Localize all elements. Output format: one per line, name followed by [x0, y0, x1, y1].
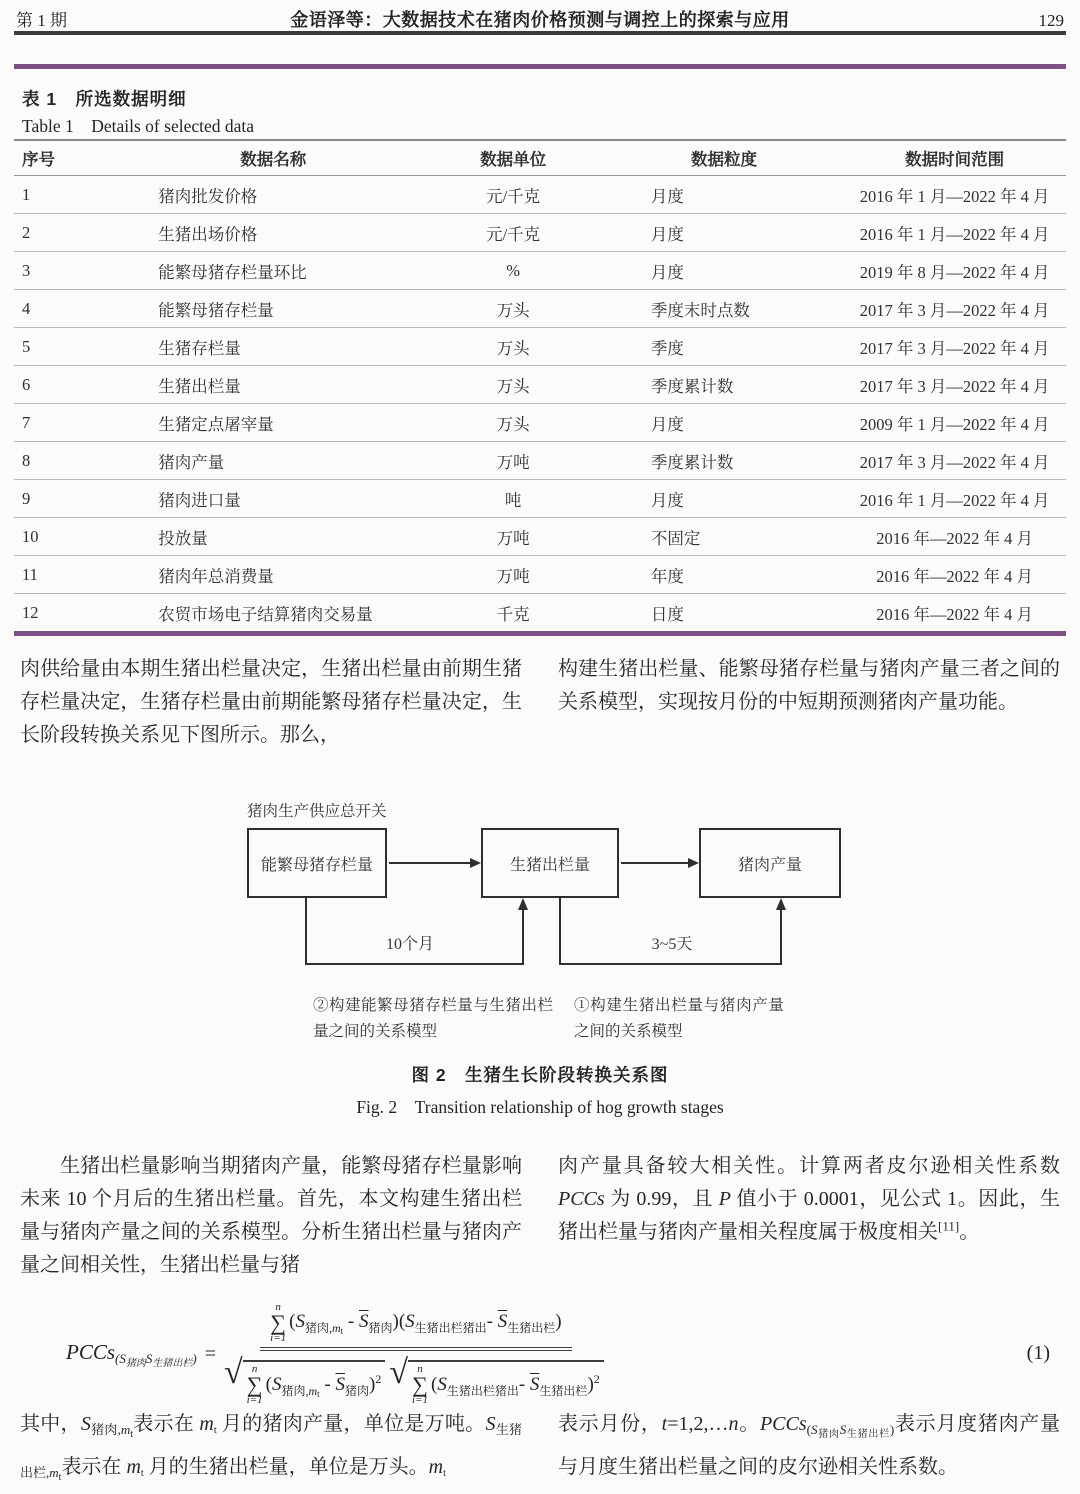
col-header-index: 序号	[14, 140, 125, 176]
mean-s	[498, 1311, 508, 1332]
header-rule	[14, 31, 1066, 35]
figure-caption-zh: 图 2 生猪生长阶段转换关系图	[411, 1065, 669, 1085]
var-t: t	[317, 1388, 320, 1399]
var-m: m	[199, 1413, 214, 1435]
var-s: S	[811, 1422, 818, 1437]
den-terms	[431, 1372, 600, 1399]
cell-range: 2016 年—2022 年 4 月	[843, 556, 1066, 594]
text-segment: 值小于 0.0001，见公式 1。因此，生猪出栏量与猪肉产量相关程度属于极度相关	[558, 1188, 1061, 1243]
sum-lower-limit: i=1	[270, 1332, 287, 1344]
numerator-terms	[289, 1311, 561, 1336]
paren: )	[369, 1373, 376, 1395]
paragraph-right-3	[558, 1408, 1060, 1484]
sub-pork: 猪肉	[368, 1320, 393, 1335]
figure-caption-en: Fig. 2 Transition relationship of hog growth stages	[356, 1097, 724, 1117]
cell-range: 2017 年 3 月—2022 年 4 月	[843, 290, 1066, 328]
citation-ref: [11]	[938, 1218, 960, 1234]
var-m: m	[126, 1456, 141, 1478]
table-title-zh: 表 1 所选数据明细	[22, 89, 187, 109]
arrowhead-up-icon	[518, 898, 528, 910]
sub-hog-output: 生猪出栏	[152, 1357, 193, 1369]
arrowhead-up-icon	[776, 898, 786, 910]
var-m: m	[331, 1320, 341, 1335]
var-t: t	[58, 1472, 62, 1483]
cell-index: 1	[14, 176, 125, 214]
cell-index: 6	[14, 366, 125, 404]
exponent-2: 2	[375, 1371, 382, 1386]
cell-index: 9	[14, 480, 125, 518]
sub-pork: 猪肉	[817, 1429, 840, 1440]
cell-unit: 元/千克	[421, 176, 605, 214]
arrow-line	[621, 862, 688, 864]
var-pccs: PCCs	[66, 1339, 116, 1364]
paren: )	[587, 1373, 594, 1395]
cell-granularity: 月度	[605, 404, 843, 442]
numerator	[260, 1302, 571, 1351]
figure-note-left: ②构建能繁母猪存栏量与生猪出栏量之间的关系模型	[313, 997, 553, 1040]
var-s: S	[80, 1413, 91, 1435]
loop-line	[522, 909, 524, 965]
text-segment: 月的猪肉产量，单位是万吨。	[216, 1413, 486, 1435]
denominator	[224, 1351, 608, 1406]
body-text	[558, 1150, 1060, 1249]
loop-left-label: 10个月	[385, 936, 434, 953]
flow-box-hog-output: 生猪出栏量	[481, 828, 619, 898]
cell-granularity: 月度	[605, 252, 843, 290]
den-terms	[266, 1372, 382, 1399]
var-t: t	[213, 1425, 217, 1436]
minus-sign: -	[324, 1373, 331, 1395]
sqrt-group	[224, 1354, 385, 1406]
var-m: m	[428, 1456, 444, 1478]
cell-name: 能繁母猪存栏量	[125, 290, 421, 328]
sub-hog-output-x: 生猪出栏猪出	[414, 1320, 487, 1335]
sigma-icon: ∑	[246, 1372, 263, 1397]
cell-range: 2019 年 8 月—2022 年 4 月	[843, 252, 1066, 290]
sub-text: 猪肉,	[281, 1383, 309, 1398]
var-m: m	[49, 1465, 59, 1480]
sqrt-body	[243, 1360, 386, 1406]
loop-right-label: 3~5天	[651, 936, 693, 953]
sigma-icon: ∑	[412, 1372, 428, 1397]
cell-index: 10	[14, 518, 125, 556]
cell-range: 2016 年—2022 年 4 月	[876, 604, 1033, 624]
col-header-unit: 数据单位	[421, 140, 605, 176]
paragraph-right-1	[558, 653, 1060, 719]
var-t: t	[661, 1413, 668, 1435]
cell-index: 5	[14, 328, 125, 366]
cell-name: 猪肉批发价格	[125, 176, 421, 214]
cell-range: 2017 年 3 月—2022 年 4 月	[843, 366, 1066, 404]
selected-data-table	[14, 139, 1066, 636]
table-row	[14, 328, 1066, 366]
sub-pork-mt	[281, 1384, 319, 1398]
cell-name: 生猪出场价格	[125, 214, 421, 252]
paren: )	[192, 1350, 197, 1366]
var-s: $\overline{S}$	[358, 1310, 369, 1332]
text-segment: 。	[959, 1221, 980, 1243]
text-segment: 月的生猪出栏量，单位是万头。	[143, 1456, 429, 1478]
loop-line	[559, 963, 782, 965]
cell-unit: 万头	[421, 328, 605, 366]
sub-hog-output: 生猪出栏	[507, 1320, 556, 1335]
table-row	[14, 518, 1066, 556]
body-text	[558, 1408, 1060, 1484]
equation-number: (1)	[1026, 1342, 1050, 1364]
var-s: S	[145, 1350, 153, 1366]
cell-granularity: 日度	[650, 604, 684, 624]
loop-line	[305, 963, 524, 965]
minus-sign: -	[347, 1310, 355, 1332]
subscript	[806, 1422, 895, 1440]
sub-text: 生猪出栏,	[20, 1422, 522, 1480]
text-segment: =1,2,…	[667, 1413, 729, 1435]
paren: (	[115, 1350, 120, 1366]
arrowhead-right-icon	[470, 858, 481, 868]
cell-name: 投放量	[125, 518, 421, 556]
paragraph-right-2	[558, 1150, 1060, 1249]
var-s: S	[271, 1373, 282, 1395]
text-segment: 肉产量具备较大相关性。计算两者皮尔逊相关性系数	[558, 1155, 1060, 1177]
text-segment: 表示在	[133, 1413, 200, 1435]
cell-unit: 千克	[496, 604, 530, 624]
sum-operator	[247, 1364, 263, 1406]
body-text	[20, 1408, 522, 1494]
cell-range: 2016 年 1 月—2022 年 4 月	[843, 214, 1066, 252]
sum-lower-limit: i=1	[246, 1394, 263, 1406]
sum-upper-limit: n	[251, 1363, 258, 1375]
cell-name: 生猪出栏量	[125, 366, 421, 404]
sub-text: 猪肉,	[304, 1320, 332, 1335]
var-s: $\overline{S}$	[497, 1310, 508, 1332]
table-row	[14, 214, 1066, 252]
sqrt-body	[408, 1360, 604, 1406]
flow-box-sow-stock: 能繁母猪存栏量	[247, 828, 387, 898]
var-s: S	[295, 1310, 305, 1332]
paren: (	[431, 1373, 438, 1395]
cell-name: 能繁母猪存栏量环比	[125, 252, 421, 290]
cell-unit: 万头	[421, 404, 605, 442]
var-p: P	[718, 1188, 731, 1210]
var-s: S	[485, 1413, 496, 1435]
sub-pork: 猪肉	[345, 1383, 370, 1398]
exponent-2: 2	[593, 1371, 600, 1386]
body-text: 生猪出栏量影响当期猪肉产量，能繁母猪存栏量影响未来 10 个月后的生猪出栏量。首先，本文构建生猪出栏量与猪肉产量之间的关系模型。分析生猪出栏量与猪肉产量之间相关性，生猪出栏量与猪	[20, 1155, 522, 1276]
text-segment: 表示月份，	[558, 1413, 662, 1435]
text-segment: 为 0.99，且	[604, 1188, 719, 1210]
cell-unit: 万头	[421, 290, 605, 328]
var-t: t	[140, 1468, 144, 1479]
cell-index: 3	[14, 252, 125, 290]
table-row	[14, 290, 1066, 328]
issue-label: 第 1 期	[16, 11, 67, 30]
sub-pork-mt	[305, 1321, 343, 1335]
cell-granularity: 季度	[605, 328, 843, 366]
sub-hog-output: 生猪出栏	[539, 1383, 588, 1398]
cell-index: 8	[14, 442, 125, 480]
radical-icon: √	[389, 1354, 409, 1391]
subscript	[90, 1422, 134, 1440]
var-m: m	[120, 1422, 131, 1437]
cell-granularity: 月度	[605, 176, 843, 214]
body-text: 构建生猪出栏量、能繁母猪存栏量与猪肉产量三者之间的关系模型，实现按月份的中短期预测猪肉产量功能。	[558, 658, 1060, 713]
cell-name: 农贸市场电子结算猪肉交易量	[158, 604, 373, 624]
sqrt-group	[389, 1354, 603, 1406]
cell-unit: 万吨	[421, 518, 605, 556]
cell-name: 生猪存栏量	[125, 328, 421, 366]
table-title-en: Table 1 Details of selected data	[22, 116, 255, 136]
var-s: $\overline{S}$	[335, 1373, 345, 1395]
paren: (	[265, 1373, 272, 1395]
radical-icon: √	[223, 1354, 243, 1391]
var-s: $\overline{S}$	[529, 1373, 540, 1395]
cell-index: 7	[14, 404, 125, 442]
cell-unit: %	[421, 252, 605, 290]
table-header-row	[14, 140, 1066, 176]
cell-unit: 吨	[421, 480, 605, 518]
formula-lhs-subscript	[115, 1350, 197, 1369]
cell-range: 2017 年 3 月—2022 年 4 月	[843, 328, 1066, 366]
text-segment: 。	[738, 1413, 760, 1435]
cell-unit: 万吨	[421, 556, 605, 594]
equals-sign: =	[204, 1342, 216, 1365]
table-row	[14, 252, 1066, 290]
table-row	[14, 556, 1066, 594]
col-header-name: 数据名称	[125, 140, 421, 176]
sum-upper-limit: n	[275, 1301, 281, 1313]
cell-unit: 万吨	[421, 442, 605, 480]
sigma-icon: ∑	[270, 1310, 286, 1335]
cell-name: 猪肉年总消费量	[125, 556, 421, 594]
pearson-formula	[0, 1301, 1080, 1406]
paren: (	[289, 1310, 296, 1332]
var-pccs: PCCs	[558, 1188, 605, 1210]
hog-growth-flow-diagram	[0, 795, 1080, 1057]
table-row	[14, 480, 1066, 518]
sub-hog-output: 生猪出栏	[846, 1429, 890, 1440]
table-row	[14, 404, 1066, 442]
running-title: 金语泽等：大数据技术在猪肉价格预测与调控上的探索与应用	[290, 10, 790, 30]
arrowhead-right-icon	[688, 858, 699, 868]
cell-range: 2016 年 1 月—2022 年 4 月	[843, 176, 1066, 214]
section-rule-top	[14, 64, 1066, 69]
sum-lower-limit: i=1	[412, 1394, 428, 1406]
cell-granularity: 季度累计数	[605, 442, 843, 480]
minus-sign: -	[518, 1373, 526, 1395]
loop-line	[559, 898, 561, 965]
var-s: S	[437, 1373, 447, 1395]
paren: )	[555, 1310, 562, 1332]
page-header	[16, 6, 1064, 32]
cell-index: 2	[14, 214, 125, 252]
var-s: S	[839, 1422, 847, 1437]
paren: )	[889, 1422, 895, 1437]
var-t: t	[130, 1429, 134, 1440]
mean-s	[336, 1374, 346, 1395]
cell-granularity: 年度	[605, 556, 843, 594]
var-m: m	[308, 1383, 318, 1398]
sub-pork: 猪肉	[125, 1357, 146, 1369]
flow-box-pork-output: 猪肉产量	[699, 828, 841, 898]
formula-lhs	[66, 1340, 197, 1369]
cell-index: 11	[14, 556, 125, 594]
col-header-granularity: 数据粒度	[605, 140, 843, 176]
paren: )	[392, 1310, 399, 1332]
cell-granularity: 季度末时点数	[605, 290, 843, 328]
var-s: S	[119, 1350, 126, 1366]
sum-upper-limit: n	[417, 1363, 423, 1375]
var-s: S	[405, 1310, 415, 1332]
sum-operator	[412, 1364, 428, 1406]
minus-sign: -	[486, 1310, 493, 1332]
text-segment: 表示月度猪肉产量与月度生猪出栏量之间的皮尔逊相关性系数。	[558, 1413, 1061, 1478]
var-pccs: PCCs	[759, 1413, 807, 1435]
cell-granularity: 月度	[605, 480, 843, 518]
fraction	[224, 1302, 608, 1406]
paragraph-left-1	[20, 653, 522, 752]
cell-granularity: 月度	[605, 214, 843, 252]
text-segment: 表示在	[61, 1456, 127, 1478]
col-header-range: 数据时间范围	[843, 140, 1066, 176]
sub-text: 猪肉,	[90, 1422, 121, 1437]
loop-line	[305, 898, 307, 965]
cell-range: 2016 年—2022 年 4 月	[843, 518, 1066, 556]
table-row	[14, 594, 1066, 634]
sub-hog-output-x: 生猪出栏猪出	[446, 1383, 519, 1398]
table-row	[14, 442, 1066, 480]
cell-index: 4	[14, 290, 125, 328]
paragraph-left-3	[20, 1408, 522, 1494]
loop-line	[780, 909, 782, 965]
cell-name: 生猪定点屠宰量	[125, 404, 421, 442]
cell-name: 猪肉产量	[125, 442, 421, 480]
cell-name: 猪肉进口量	[125, 480, 421, 518]
cell-granularity: 不固定	[605, 518, 843, 556]
body-text: 肉供给量由本期生猪出栏量决定，生猪出栏量由前期生猪存栏量决定，生猪存栏量由前期能繁母猪存栏量决定，生长阶段转换关系见下图所示。那么，	[20, 658, 522, 746]
sum-operator	[270, 1302, 286, 1344]
supply-switch-label: 猪肉生产供应总开关	[247, 803, 387, 820]
paren: (	[398, 1310, 406, 1332]
paragraph-left-2	[20, 1150, 522, 1282]
paren: (	[806, 1422, 811, 1437]
cell-range: 2017 年 3 月—2022 年 4 月	[843, 442, 1066, 480]
cell-granularity: 季度累计数	[605, 366, 843, 404]
var-n: n	[728, 1413, 739, 1435]
mean-s	[530, 1374, 540, 1395]
cell-range: 2009 年 1 月—2022 年 4 月	[843, 404, 1066, 442]
arrow-line	[389, 862, 470, 864]
figure-note-right: ①构建生猪出栏量与猪肉产量之间的关系模型	[574, 997, 784, 1040]
cell-range: 2016 年 1 月—2022 年 4 月	[843, 480, 1066, 518]
var-t: t	[340, 1325, 344, 1336]
text-segment: 其中，	[20, 1413, 81, 1435]
cell-unit: 万头	[421, 366, 605, 404]
page-number: 129	[1038, 11, 1064, 30]
table-row	[14, 366, 1066, 404]
table-row	[14, 176, 1066, 214]
cell-unit: 元/千克	[421, 214, 605, 252]
var-t: t	[443, 1468, 446, 1479]
cell-index: 12	[22, 602, 39, 622]
